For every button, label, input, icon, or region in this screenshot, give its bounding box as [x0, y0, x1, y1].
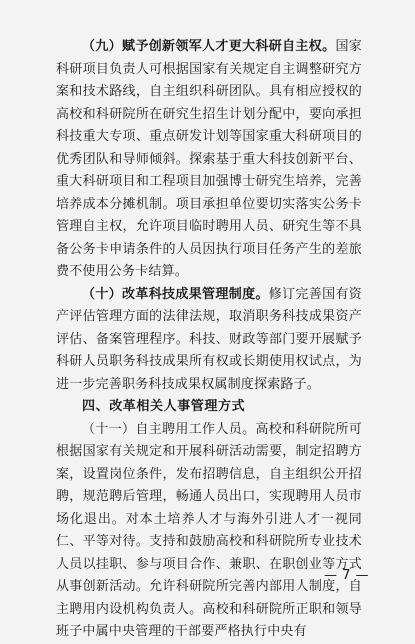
- paragraph-lead: （九）赋予创新领军人才更大科研自主权。: [82, 39, 336, 54]
- paragraph-item-11: [56, 419, 362, 644]
- paragraph-item-10: [56, 284, 362, 397]
- paragraph-item-9: [56, 36, 362, 284]
- section-heading: 四、改革相关人事管理方式: [82, 399, 246, 414]
- paragraph-text: 高校和科研院所可根据国家有关规定和开展科研活动需要，制定招聘方案，设置岗位条件，发布招聘信息，自主组织公开招聘，规范聘后管理，畅通人员出口，实现聘用人员市场化退出。对本土培养人才与海外引进人才一视同仁、平等对待。支持和鼓励高校和科研院所专业技术人员以挂职、参与项目合作、兼职、在职创业等方式从事创新活动。允许科研院所完善内部用人制度，自主聘用内设机构负责人。高校和科研院所正职和领导班子中属中央管理的干部要严格执行中央有: [56, 421, 362, 639]
- paragraph-lead: （十）改革科技成果管理制度。: [82, 286, 269, 302]
- paragraph-text: 国家科研项目负责人可根据国家有关规定自主调整研究方案和技术路线，自主组织科研团队。具有相应授权的高校和科研院所在研究生招生计划分配中，要向承担科技重大专项、重点研发计划等国家重大科研项目的优秀团队和导师倾斜。探索基于重大科技创新平台、重大科研项目和工程项目加强博士研究生培养，完善培养成本分摊机制。项目承担单位要切实落实公务卡管理自主权，允许项目临时聘用人员、研究生等不具备公务卡申请条件的人员因执行项目任务产生的差旅费不使用公务卡结算。: [56, 39, 362, 279]
- page-number: — 7 —: [323, 568, 369, 583]
- document-body: [56, 36, 362, 644]
- paragraph-lead: （十一）自主聘用工作人员。: [82, 421, 256, 437]
- paragraph-text: 修订完善国有资产评估管理方面的法律法规，取消职务科技成果资产评估、备案管理程序。科技、财政等部门要开展赋予科研人员职务科技成果所有权或长期使用权试点，为进一步完善职务科技成果权属制度探索路子。: [56, 286, 362, 392]
